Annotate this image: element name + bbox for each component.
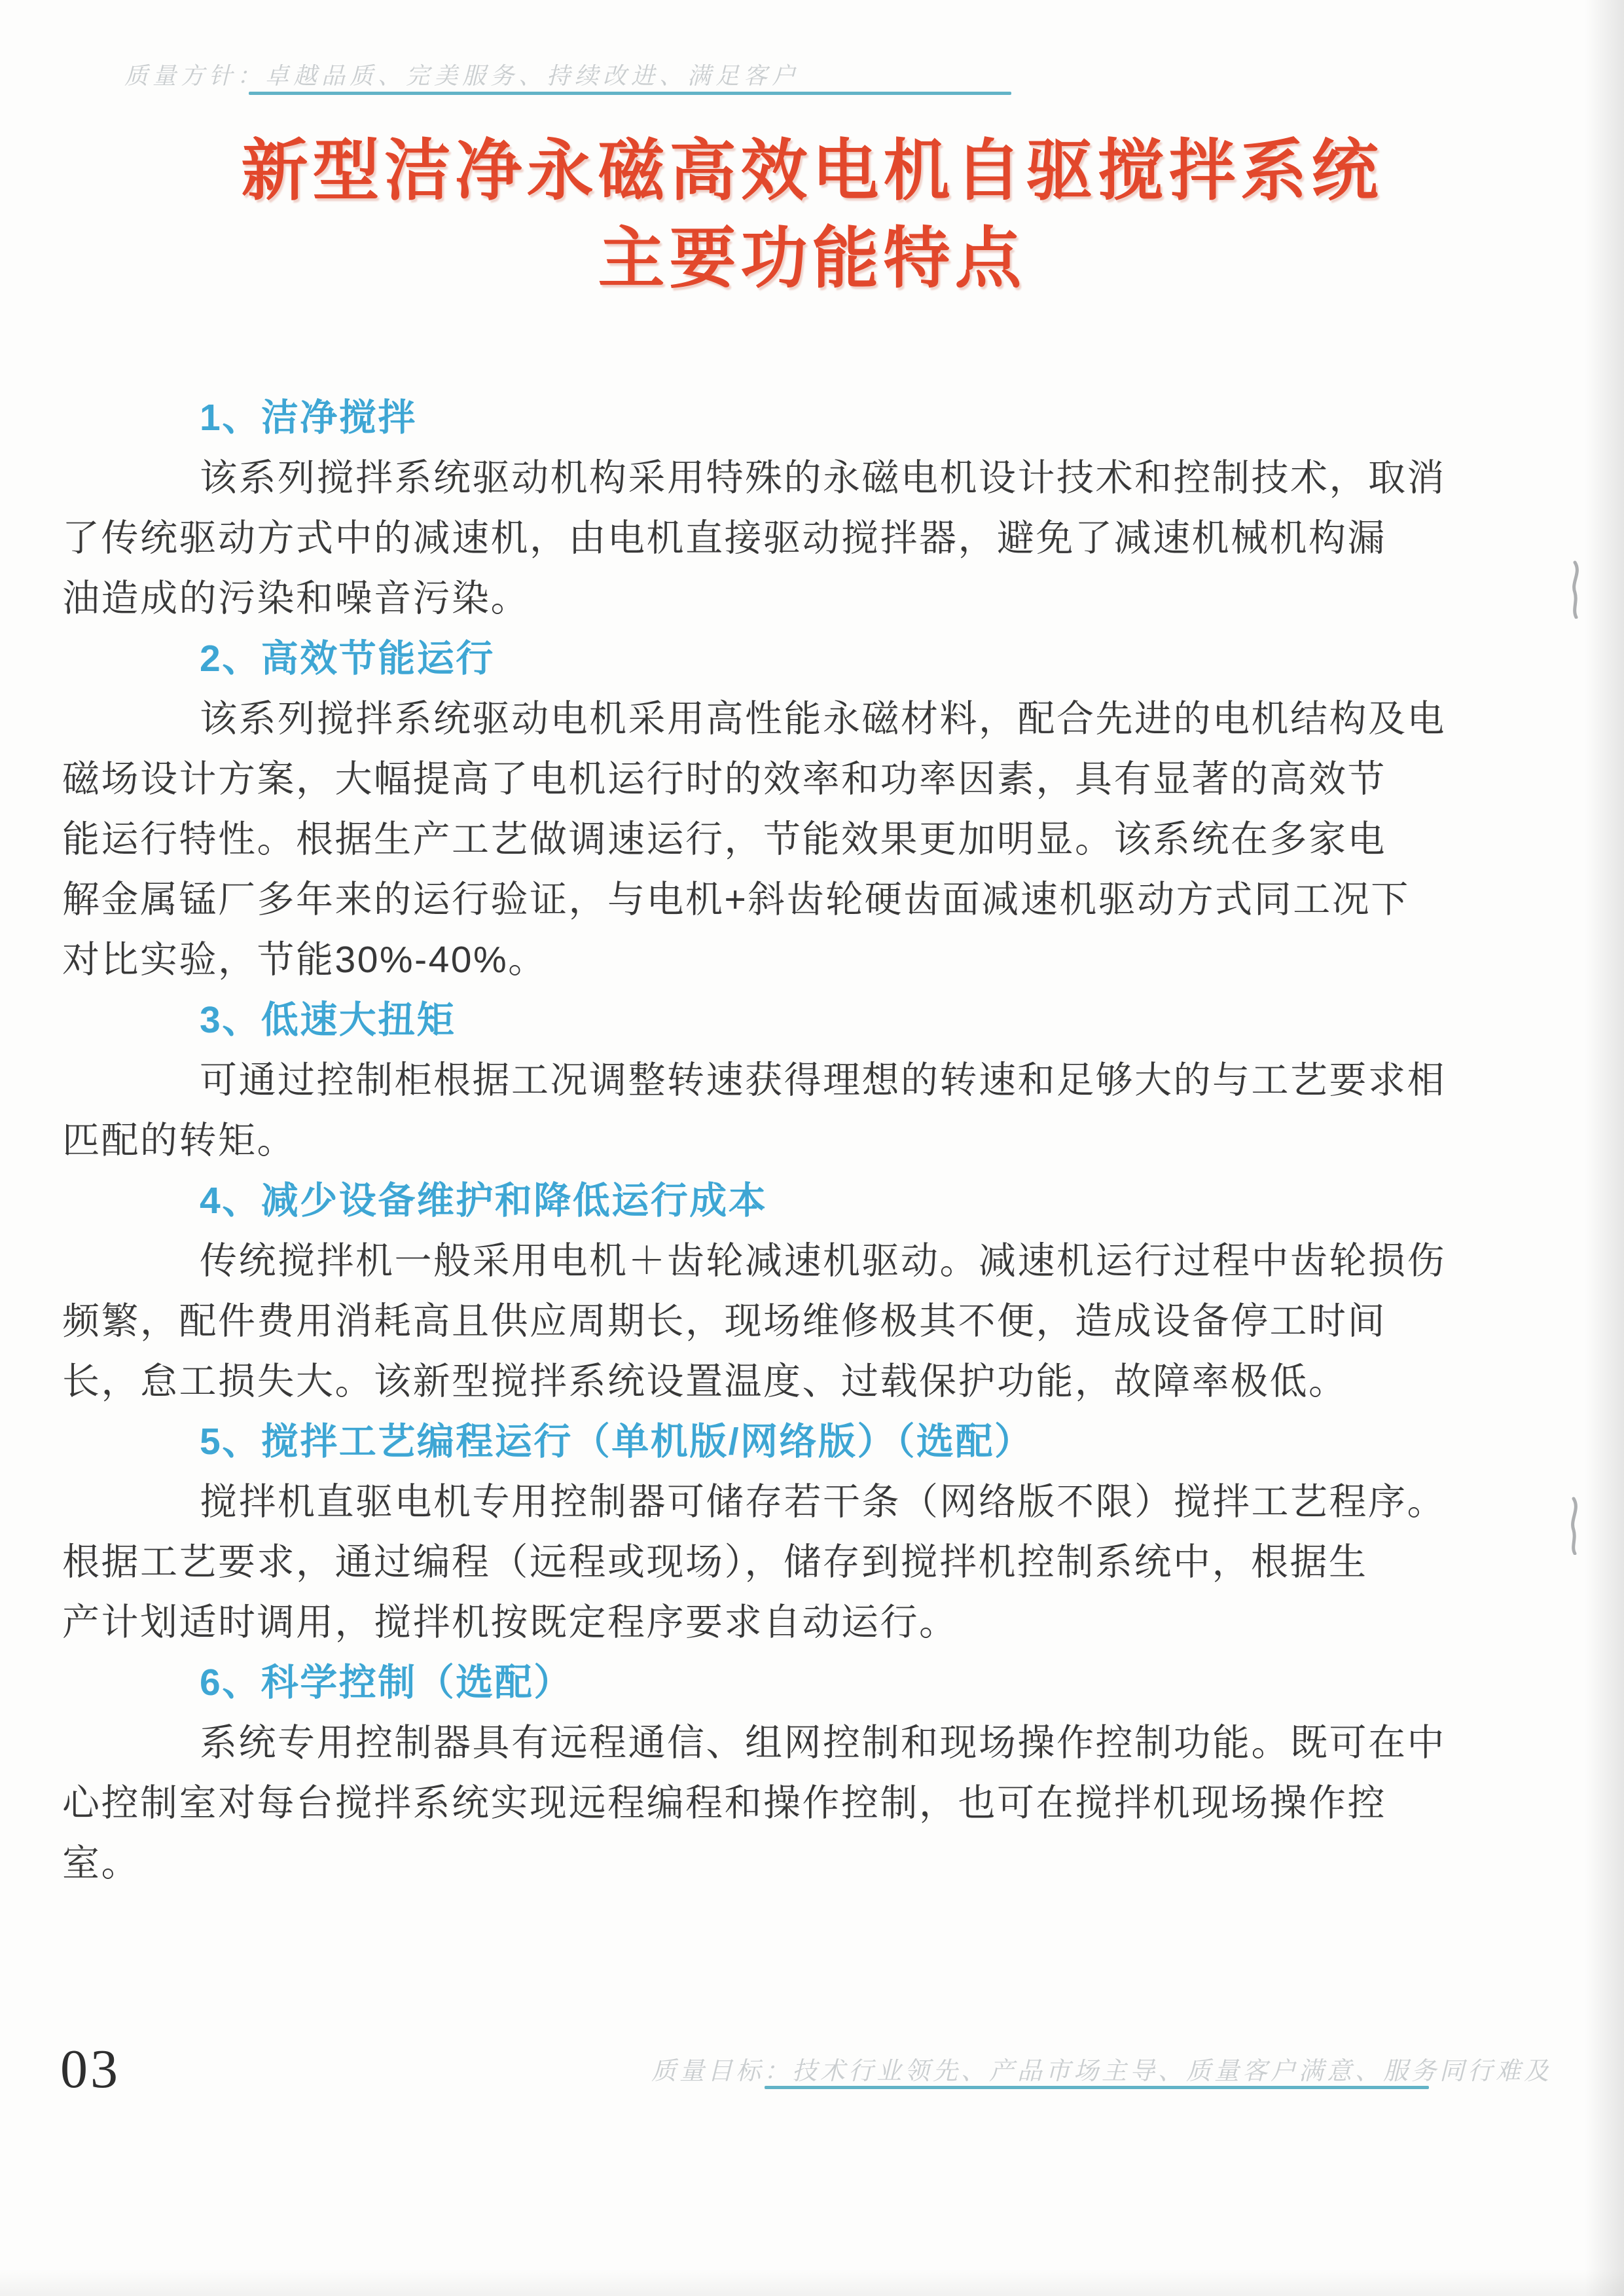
section [62, 990, 1476, 1171]
section [62, 1652, 1476, 1893]
header-underline [249, 92, 1011, 95]
section-heading: 4、减少设备维护和降低运行成本 [200, 1180, 768, 1222]
scan-artifact-binding-mark [1562, 1496, 1585, 1555]
page-title-line1: 新型洁净永磁高效电机自驱搅拌系统 [241, 135, 1383, 209]
section-heading: 5、搅拌工艺编程运行（单机版/网络版）（选配） [200, 1421, 1034, 1463]
section [62, 388, 1476, 629]
body-line: 解金属锰厂多年来的运行验证，与电机+斜齿轮硬齿面减速机驱动方式同工况下 [62, 879, 1410, 920]
section [62, 629, 1476, 990]
document-body [62, 388, 1476, 1893]
body-line: 产计划适时调用，搅拌机按既定程序要求自动运行。 [62, 1601, 958, 1643]
scan-artifact-binding-mark [1562, 560, 1585, 619]
body-line: 搅拌机直驱电机专用控制器可储存若干条（网络版不限）搅拌工艺程序。 [200, 1481, 1446, 1523]
page-title [0, 128, 1624, 304]
page-title-line2: 主要功能特点 [598, 223, 1026, 297]
footer-note-text: 技术行业领先、产品市场主导、质量客户满意、服务同行难及 [792, 2058, 1553, 2085]
footer-note [651, 2050, 1552, 2086]
body-line: 能运行特性。根据生产工艺做调速运行，节能效果更加明显。该系统在多家电 [62, 818, 1386, 860]
section [62, 1412, 1476, 1652]
footer-underline [765, 2086, 1429, 2089]
body-line: 可通过控制柜根据工况调整转速获得理想的转速和足够大的与工艺要求相 [200, 1059, 1446, 1101]
body-line: 心控制室对每台搅拌系统实现远程编程和操作控制，也可在搅拌机现场操作控 [62, 1782, 1386, 1824]
scan-edge-shade-bottom [0, 2270, 1624, 2296]
header-note-text: 卓越品质、完美服务、持续改进、满足客户 [265, 62, 801, 89]
body-line: 该系列搅拌系统驱动电机采用高性能永磁材料，配合先进的电机结构及电 [200, 698, 1446, 740]
body-line: 对比实验，节能30%-40%。 [62, 939, 547, 981]
scan-edge-shade-right [1585, 0, 1624, 2296]
section-heading: 1、洁净搅拌 [200, 397, 417, 439]
header-note-prefix: 质量方针： [124, 62, 266, 89]
section-heading: 3、低速大扭矩 [200, 999, 456, 1041]
body-line: 根据工艺要求，通过编程（远程或现场），储存到搅拌机控制系统中，根据生 [62, 1541, 1368, 1583]
body-line: 室。 [62, 1842, 140, 1884]
body-line: 磁场设计方案，大幅提高了电机运行时的效率和功率因素，具有显著的高效节 [62, 758, 1386, 800]
body-line: 了传统驱动方式中的减速机，由电机直接驱动搅拌器，避免了减速机械机构漏 [62, 517, 1386, 559]
section-heading: 6、科学控制（选配） [200, 1662, 573, 1704]
section-heading: 2、高效节能运行 [200, 638, 495, 680]
section [62, 1171, 1476, 1412]
page-number: 03 [60, 2039, 120, 2100]
body-line: 传统搅拌机一般采用电机＋齿轮减速机驱动。减速机运行过程中齿轮损伤 [200, 1240, 1446, 1282]
header-note [124, 58, 800, 91]
body-line: 匹配的转矩。 [62, 1120, 296, 1161]
body-line: 油造成的污染和噪音污染。 [62, 577, 530, 619]
body-line: 该系列搅拌系统驱动机构采用特殊的永磁电机设计技术和控制技术，取消 [200, 457, 1446, 499]
footer-note-prefix: 质量目标： [651, 2058, 793, 2085]
body-line: 频繁，配件费用消耗高且供应周期长，现场维修极其不便，造成设备停工时间 [62, 1300, 1386, 1342]
body-line: 系统专用控制器具有远程通信、组网控制和现场操作控制功能。既可在中 [200, 1722, 1446, 1764]
body-line: 长，怠工损失大。该新型搅拌系统设置温度、过载保护功能，故障率极低。 [62, 1360, 1348, 1402]
